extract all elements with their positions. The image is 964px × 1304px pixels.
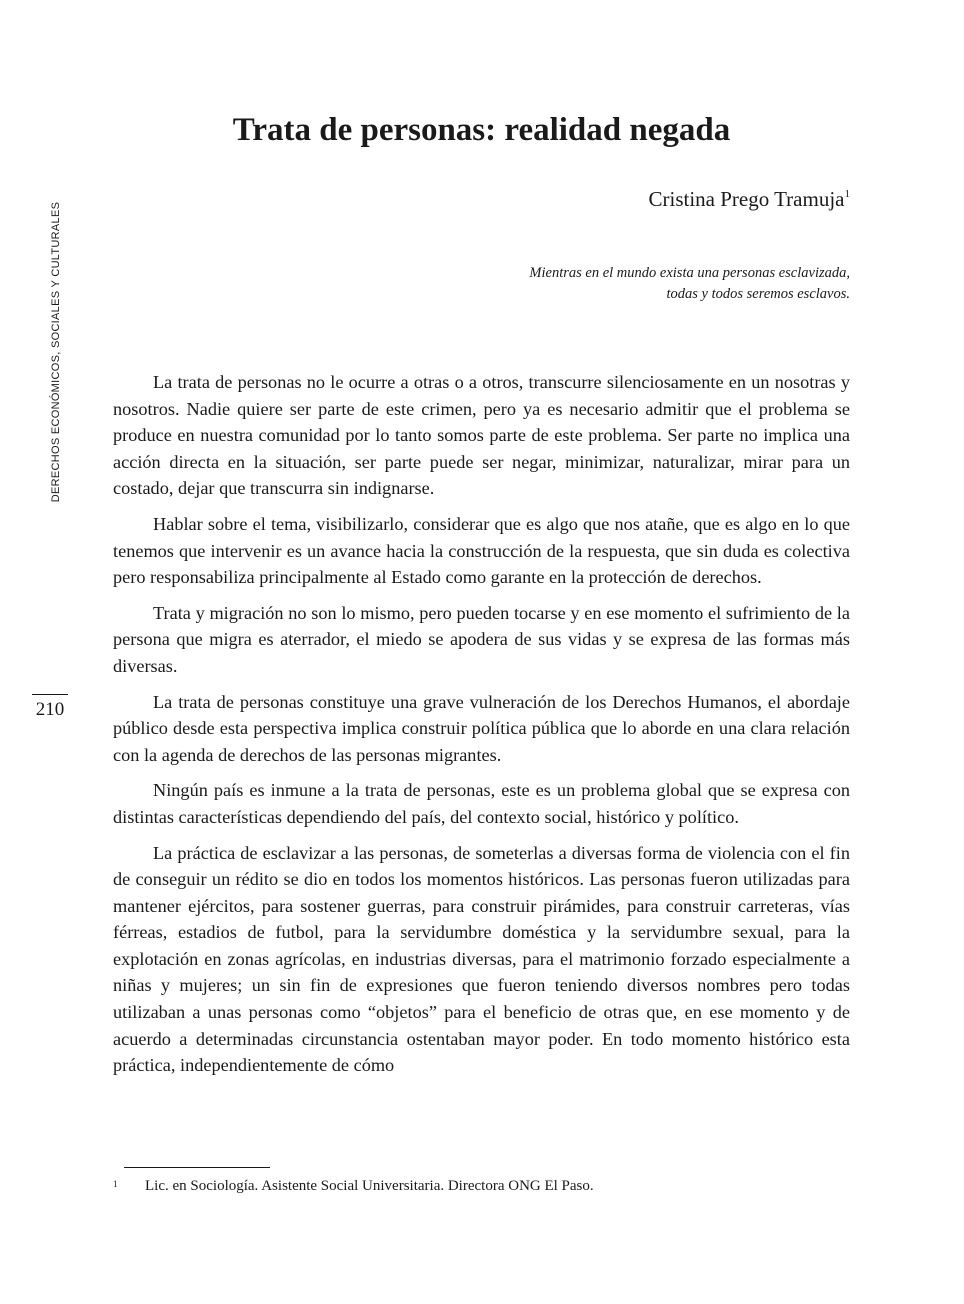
page-number: 210 <box>35 699 65 720</box>
author-name: Cristina Prego Tramuja <box>648 187 845 211</box>
paragraph: Hablar sobre el tema, visibilizarlo, considerar que es algo que nos atañe, que es algo en lo que tenemos que intervenir es un avance hacia la construcción de la respuesta, que sin duda es colectiva pero responsabiliza principalmente al Estado como garante en la protección de derechos. <box>113 513 850 588</box>
paragraph: La trata de personas no le ocurre a otras o a otros, transcurre silenciosamente en un nosotras y nosotros. Nadie quiere ser parte de este crimen, pero ya es necesario admitir que el problema se produce en nuestra comunidad por lo tanto somos parte de este problema. Ser parte no implica una acción directa en la situación, ser parte puede ser negar, minimizar, naturalizar, mirar para un costado, dejar que transcurra sin indignarse. <box>113 372 850 499</box>
footnote-separator <box>124 1167 270 1168</box>
article-body <box>113 369 850 1088</box>
paragraph: Trata y migración no son lo mismo, pero pueden tocarse y en ese momento el sufrimiento de la persona que migra es aterrador, el miedo se apodera de sus vidas y se expresa de las formas más diversas. <box>113 602 850 676</box>
paragraph: La práctica de esclavizar a las personas, de someterlas a diversas forma de violencia con el fin de conseguir un rédito se dio en todos los momentos históricos. Las personas fueron utilizadas para mantener ejércitos, para sostener guerras, para construir pirámides, para construir carreteras, vías férreas, estadios de futbol, para la servidumbre doméstica y la servidumbre sexual, para la explotación en zonas agrícolas, en industrias diversas, para el matrimonio forzado especialmente a niñas y mujeres; un sin fin de expresiones que fueron teniendo diversos nombres pero todas utilizaban a unas personas como “objetos” para el beneficio de otras que, en ese momento y de acuerdo a determinadas circunstancia ostentaban mayor poder. En todo momento histórico esta práctica, independientemente de cómo <box>113 842 850 1076</box>
paragraph: Ningún país es inmune a la trata de personas, este es un problema global que se expresa con distintas características dependiendo del país, del contexto social, histórico y político. <box>113 780 850 827</box>
paragraph: La trata de personas constituye una grave vulneración de los Derechos Humanos, el abordaje público desde esta perspectiva implica construir política pública que lo aborde en una clara relación con la agenda de derechos de las personas migrantes. <box>113 691 850 765</box>
author-footnote-ref: 1 <box>844 188 850 200</box>
epigraph <box>529 263 850 305</box>
page-number-rule <box>32 694 68 695</box>
epigraph-line-2: todas y todos seremos esclavos. <box>666 286 850 302</box>
footnote-marker: 1 <box>113 1179 118 1189</box>
article-title: Trata de personas: realidad negada <box>232 112 731 148</box>
footnote-text: Lic. en Sociología. Asistente Social Universitaria. Directora ONG El Paso. <box>145 1178 594 1194</box>
running-head: DERECHOS ECONÓMICOS, SOCIALES Y CULTURALES <box>50 201 62 503</box>
epigraph-line-1: Mientras en el mundo exista una personas esclavizada, <box>529 265 850 281</box>
author-line <box>648 186 850 212</box>
